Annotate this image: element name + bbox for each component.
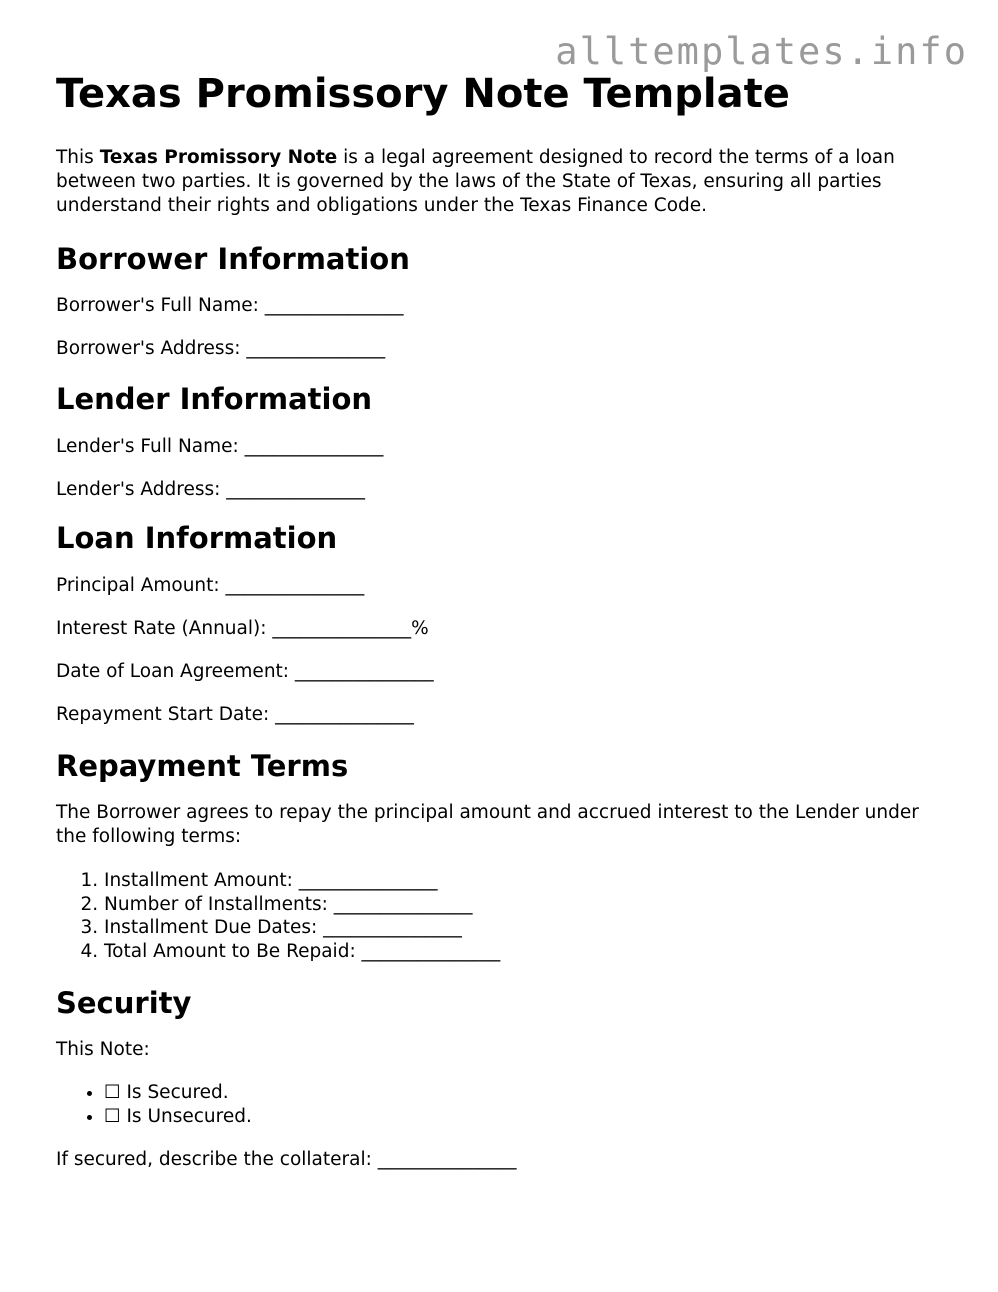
intro-bold: Texas Promissory Note [99,147,338,168]
borrower-heading: Borrower Information [56,242,410,276]
list-item[interactable]: 2. Number of Installments: _______________ [104,893,936,917]
repayment-list [56,869,936,963]
repayment-start-field[interactable]: Repayment Start Date: _______________ [56,704,414,725]
borrower-name-field[interactable]: Borrower's Full Name: _______________ [56,295,404,316]
watermark: alltemplates.info [555,30,968,73]
principal-field[interactable]: Principal Amount: _______________ [56,575,365,596]
list-item[interactable]: 4. Total Amount to Be Repaid: _______________ [104,940,936,964]
intro-paragraph [56,146,936,218]
lender-address-field[interactable]: Lender's Address: _______________ [56,479,365,500]
secured-checkbox-option[interactable]: • ☐ Is Secured. [104,1081,936,1105]
loan-date-field[interactable]: Date of Loan Agreement: _______________ [56,661,434,682]
repayment-heading: Repayment Terms [56,749,349,783]
borrower-address-field[interactable]: Borrower's Address: _______________ [56,338,386,359]
page-title: Texas Promissory Note Template [56,71,790,117]
lender-heading: Lender Information [56,382,373,416]
security-heading: Security [56,986,192,1020]
unsecured-checkbox-option[interactable]: • ☐ Is Unsecured. [104,1105,936,1129]
collateral-field[interactable]: If secured, describe the collateral: _______________ [56,1149,517,1170]
interest-rate-field[interactable]: Interest Rate (Annual): _______________% [56,618,429,639]
security-text: This Note: [56,1039,150,1060]
repayment-text: The Borrower agrees to repay the principal amount and accrued interest to the Lender under the following terms: [56,802,919,847]
intro-prefix: This [56,147,100,168]
list-item[interactable]: 1. Installment Amount: _______________ [104,869,936,893]
list-item[interactable]: 3. Installment Due Dates: _______________ [104,916,936,940]
intro-suffix: is a legal agreement designed to record the terms of a loan between two parties. It is governed by the laws of the State of Texas, ensuring all parties understand their rights and obligations under the Texas Finance Code. [56,147,895,216]
document-page [56,66,936,1172]
loan-heading: Loan Information [56,521,338,555]
security-options [56,1081,936,1128]
lender-name-field[interactable]: Lender's Full Name: _______________ [56,436,384,457]
